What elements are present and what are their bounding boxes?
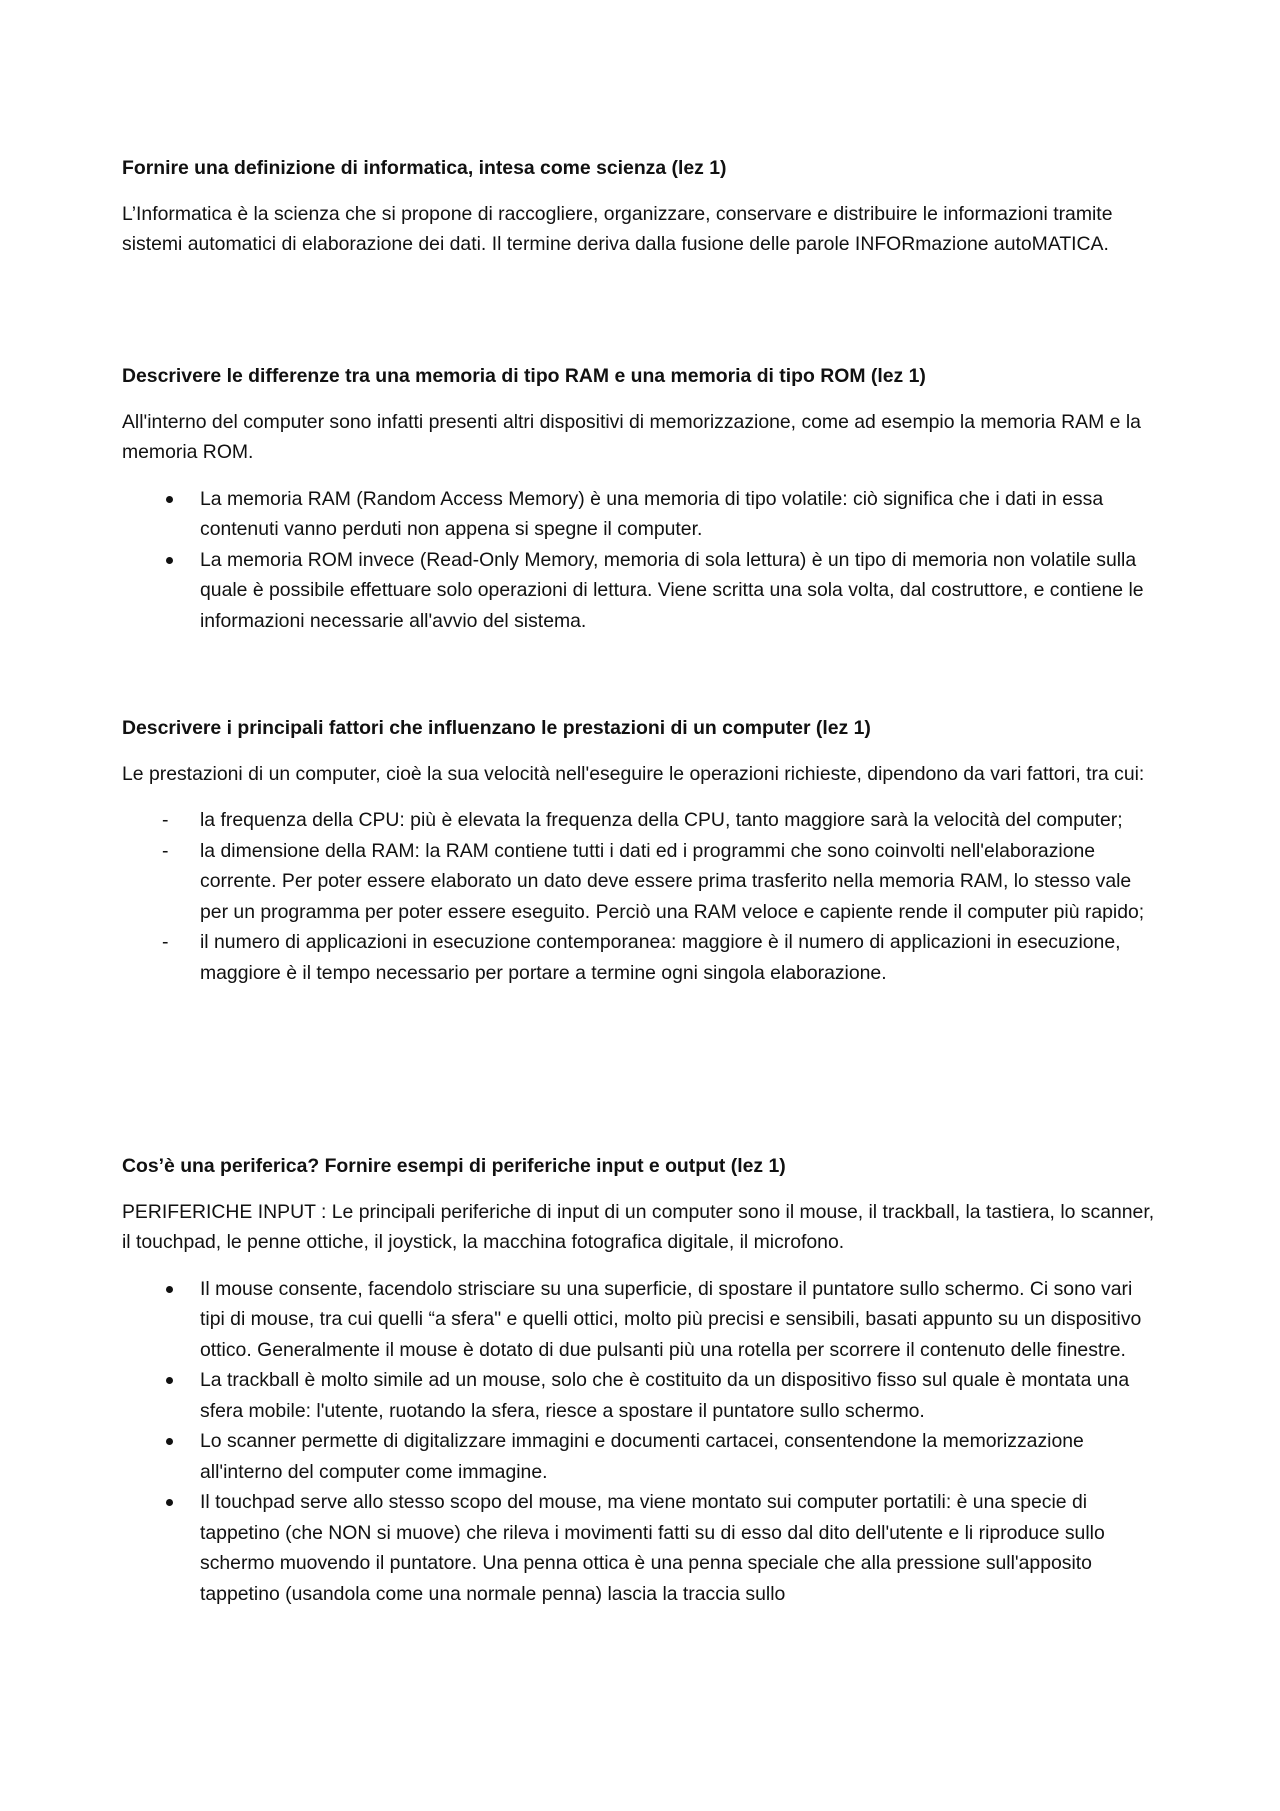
section-periferiche xyxy=(122,1151,1162,1609)
list-item-text: Il touchpad serve allo stesso scopo del mouse, ma viene montato sui computer portatili: è una specie di tappetino (che NON si muove) che rileva i movimenti fatti su di esso dal dito dell'utente e li riproduce sullo schermo muovendo il puntatore. Una penna ottica è una penna speciale che alla pressione sull'apposito tappetino (usandola come una normale penna) lascia la traccia sullo xyxy=(200,1491,1105,1605)
list-item xyxy=(122,1426,1162,1487)
list-item xyxy=(122,927,1162,988)
list-item-text: La memoria ROM invece (Read-Only Memory, memoria di sola lettura) è un tipo di memoria non volatile sulla quale è possibile effettuare solo operazioni di lettura. Viene scritta una sola volta, dal costruttore, e contiene le informazioni necessarie all'avvio del sistema. xyxy=(200,548,1144,632)
list-item-text: La memoria RAM (Random Access Memory) è una memoria di tipo volatile: ciò significa che i dati in essa contenuti vanno perduti non appena si spegne il computer. xyxy=(200,487,1104,540)
bullet-icon xyxy=(166,496,173,503)
list-item-text: la frequenza della CPU: più è elevata la frequenza della CPU, tanto maggiore sarà la velocità del computer; xyxy=(200,809,1123,831)
list-item-text: La trackball è molto simile ad un mouse, solo che è costituito da un dispositivo fisso sul quale è montata una sfera mobile: l'utente, ruotando la sfera, riesce a spostare il puntatore sullo schermo. xyxy=(200,1369,1130,1422)
bullet-icon xyxy=(166,1499,173,1506)
section-ram-rom xyxy=(122,361,1162,636)
section-heading: Cos’è una periferica? Fornire esempi di periferiche input e output (lez 1) xyxy=(122,1155,786,1177)
list-item-text: la dimensione della RAM: la RAM contiene tutti i dati ed i programmi che sono coinvolti nell'elaborazione corrente. Per poter essere elaborato un dato deve essere prima trasferito nella memoria RAM, lo stesso vale per un programma per poter essere eseguito. Perciò una RAM veloce e capiente rende il computer più rapido; xyxy=(200,839,1145,923)
bullet-icon xyxy=(166,557,173,564)
section-prestazioni xyxy=(122,713,1162,988)
dash-list xyxy=(122,805,1162,988)
list-item xyxy=(122,484,1162,545)
list-item xyxy=(122,545,1162,637)
list-item-text: il numero di applicazioni in esecuzione contemporanea: maggiore è il numero di applicazioni in esecuzione, maggiore è il tempo necessario per portare a termine ogni singola elaborazione. xyxy=(200,931,1121,984)
list-item-text: Lo scanner permette di digitalizzare immagini e documenti cartacei, consentendone la memorizzazione all'interno del computer come immagine. xyxy=(200,1430,1084,1483)
section-heading: Descrivere le differenze tra una memoria di tipo RAM e una memoria di tipo ROM (lez 1) xyxy=(122,365,926,387)
bullet-icon xyxy=(166,1286,173,1293)
bullet-icon xyxy=(166,1438,173,1445)
bullet-list xyxy=(122,484,1162,637)
list-item xyxy=(122,1365,1162,1426)
bullet-icon xyxy=(166,1377,173,1384)
list-item xyxy=(122,1487,1162,1609)
section-heading: Descrivere i principali fattori che influenzano le prestazioni di un computer (lez 1) xyxy=(122,717,871,739)
list-item-text: Il mouse consente, facendolo strisciare su una superficie, di spostare il puntatore sullo schermo. Ci sono vari tipi di mouse, tra cui quelli “a sfera" e quelli ottici, molto più precisi e sensibili, basati appunto su un dispositivo ottico. Generalmente il mouse è dotato di due pulsanti più una rotella per scorrere il contenuto delle finestre. xyxy=(200,1277,1142,1361)
section-paragraph: All'interno del computer sono infatti presenti altri dispositivi di memorizzazione, come ad esempio la memoria RAM e la memoria ROM. xyxy=(122,410,1141,463)
section-informatica xyxy=(122,153,1162,276)
section-paragraph: L’Informatica è la scienza che si propone di raccogliere, organizzare, conservare e distribuire le informazioni tramite sistemi automatici di elaborazione dei dati. Il termine deriva dalla fusione delle parole INFORmazione autoMATICA. xyxy=(122,202,1113,255)
dash-marker: - xyxy=(162,931,169,953)
section-paragraph: PERIFERICHE INPUT : Le principali periferiche di input di un computer sono il mouse, il trackball, la tastiera, lo scanner, il touchpad, le penne ottiche, il joystick, la macchina fotografica digitale, il microfono. xyxy=(122,1200,1155,1253)
list-item xyxy=(122,1274,1162,1366)
section-heading: Fornire una definizione di informatica, intesa come scienza (lez 1) xyxy=(122,157,727,179)
bullet-list xyxy=(122,1274,1162,1610)
list-item xyxy=(122,836,1162,928)
dash-marker: - xyxy=(162,809,169,831)
list-item xyxy=(122,805,1162,836)
dash-marker: - xyxy=(162,839,169,862)
section-paragraph: Le prestazioni di un computer, cioè la sua velocità nell'eseguire le operazioni richieste, dipendono da vari fattori, tra cui: xyxy=(122,762,1145,785)
